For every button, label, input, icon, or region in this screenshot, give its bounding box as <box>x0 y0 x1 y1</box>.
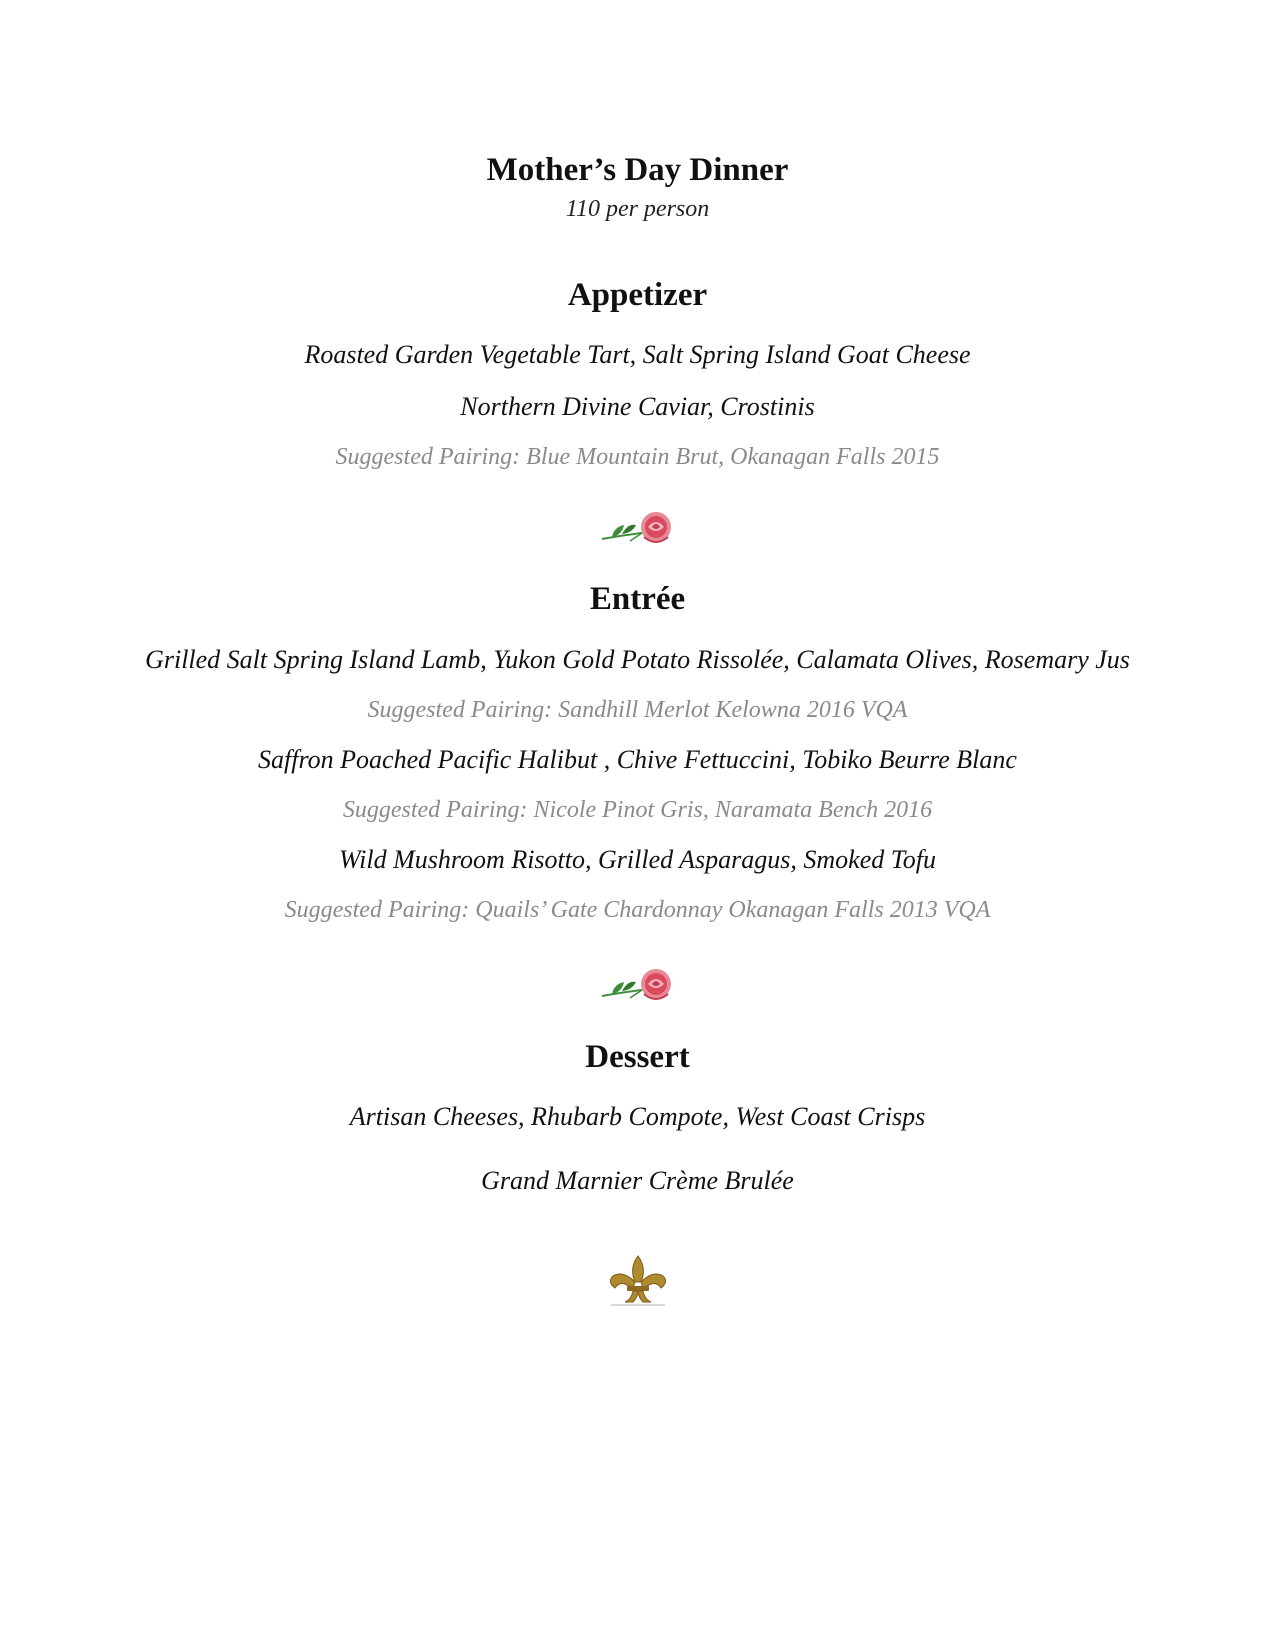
menu-title: Mother’s Day Dinner <box>486 152 789 188</box>
dessert-dish-1: Artisan Cheeses, Rhubarb Compote, West Coast Crisps <box>349 1102 926 1131</box>
appetizer-dish-1: Roasted Garden Vegetable Tart, Salt Spring Island Goat Cheese <box>304 340 971 369</box>
entree-pairing-1: Suggested Pairing: Sandhill Merlot Kelowna 2016 VQA <box>367 697 908 723</box>
entree-pairing-2: Suggested Pairing: Nicole Pinot Gris, Naramata Bench 2016 <box>342 797 933 823</box>
rose-icon <box>598 503 678 553</box>
appetizer-pairing: Suggested Pairing: Blue Mountain Brut, Okanagan Falls 2015 <box>335 444 940 470</box>
section-heading-entree: Entrée <box>589 581 686 617</box>
section-heading-dessert: Dessert <box>585 1039 690 1075</box>
menu-price: 110 per person <box>565 196 710 222</box>
fleur-de-lis-icon <box>605 1252 671 1308</box>
section-heading-appetizer: Appetizer <box>567 277 708 313</box>
entree-dish-1: Grilled Salt Spring Island Lamb, Yukon Gold Potato Rissolée, Calamata Olives, Rosemary Jus <box>145 645 1130 674</box>
rose-icon <box>598 960 678 1010</box>
rose-divider-2 <box>0 960 1275 1010</box>
dessert-dish-2: Grand Marnier Crème Brulée <box>481 1166 794 1195</box>
fleur-divider <box>0 1252 1275 1308</box>
entree-dish-2: Saffron Poached Pacific Halibut , Chive Fettuccini, Tobiko Beurre Blanc <box>258 745 1017 774</box>
entree-dish-3: Wild Mushroom Risotto, Grilled Asparagus, Smoked Tofu <box>338 845 937 874</box>
entree-pairing-3: Suggested Pairing: Quails’ Gate Chardonnay Okanagan Falls 2013 VQA <box>284 897 991 923</box>
rose-divider-1 <box>0 503 1275 553</box>
appetizer-dish-2: Northern Divine Caviar, Crostinis <box>460 392 815 421</box>
